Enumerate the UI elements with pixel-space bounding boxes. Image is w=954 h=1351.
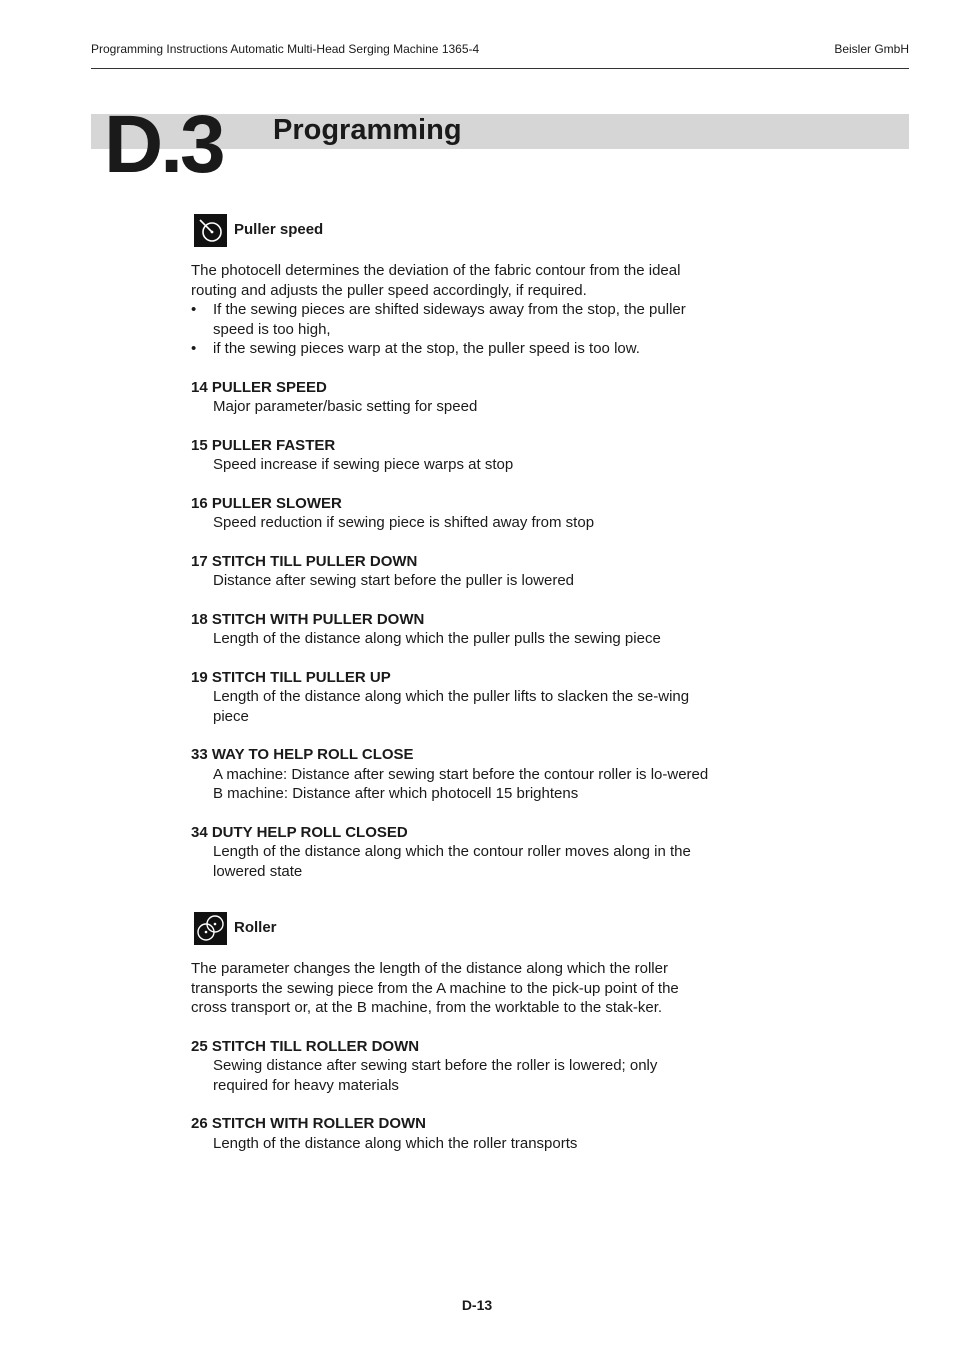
parameter-26 bbox=[191, 1114, 716, 1153]
puller-speed-heading bbox=[194, 213, 716, 247]
parameter-description: Length of the distance along which the contour roller moves along in the lowered state bbox=[213, 843, 691, 880]
parameter-heading: 17 STITCH TILL PULLER DOWN bbox=[191, 552, 418, 570]
parameter-description: A machine: Distance after sewing start before the contour roller is lo-wered bbox=[213, 765, 709, 783]
roller-icon bbox=[194, 912, 227, 945]
chapter-number: D.3 bbox=[104, 99, 223, 190]
roller-heading bbox=[194, 911, 716, 945]
parameter-14 bbox=[191, 378, 716, 417]
puller-speed-icon bbox=[194, 214, 227, 247]
puller-speed-intro: The photocell determines the deviation of the fabric contour from the ideal routing and adjusts the puller speed accordingly, if required. bbox=[191, 262, 681, 299]
parameter-description: Length of the distance along which the puller pulls the sewing piece bbox=[213, 630, 661, 647]
header-company: Beisler GmbH bbox=[834, 42, 909, 56]
parameter-description: B machine: Distance after which photocell 15 brightens bbox=[213, 785, 579, 802]
parameter-description: Distance after sewing start before the puller is lowered bbox=[213, 572, 575, 589]
parameter-description: Speed increase if sewing piece warps at stop bbox=[213, 456, 514, 473]
header-document-title: Programming Instructions Automatic Multi-Head Serging Machine 1365-4 bbox=[91, 42, 480, 56]
parameter-description: Length of the distance along which the puller lifts to slacken the se-wing piece bbox=[213, 688, 690, 725]
parameter-17 bbox=[191, 552, 716, 591]
parameter-heading: 33 WAY TO HELP ROLL CLOSE bbox=[191, 746, 414, 763]
bullet-item: • if the sewing pieces warp at the stop, the puller speed is too low. bbox=[191, 339, 716, 359]
roller-label: Roller bbox=[234, 919, 277, 937]
parameter-heading: 18 STITCH WITH PULLER DOWN bbox=[191, 610, 425, 628]
parameter-description: Sewing distance after sewing start before the roller is lowered; only required for heavy materials bbox=[213, 1057, 658, 1094]
parameter-15 bbox=[191, 436, 716, 475]
parameter-heading: 26 STITCH WITH ROLLER DOWN bbox=[191, 1115, 426, 1132]
page-number: D-13 bbox=[461, 1297, 493, 1313]
parameter-heading: 15 PULLER FASTER bbox=[191, 436, 336, 454]
chapter-title: Programming bbox=[273, 114, 462, 146]
roller-intro: The parameter changes the length of the distance along which the roller transports the sewing piece from the A machine to the pick-up point of the cross transport or, at the B machine, from the worktable to the stak-ker. bbox=[191, 960, 679, 1016]
parameter-25 bbox=[191, 1037, 716, 1096]
parameter-19 bbox=[191, 668, 716, 727]
parameter-heading: 34 DUTY HELP ROLL CLOSED bbox=[191, 823, 408, 841]
parameter-34 bbox=[191, 823, 716, 882]
parameter-description: Speed reduction if sewing piece is shifted away from stop bbox=[213, 514, 595, 531]
bullet-item: • If the sewing pieces are shifted sideways away from the stop, the puller speed is too high, bbox=[191, 300, 716, 339]
puller-speed-bullets bbox=[191, 300, 716, 359]
parameter-description: Major parameter/basic setting for speed bbox=[213, 398, 478, 415]
parameter-heading: 25 STITCH TILL ROLLER DOWN bbox=[191, 1037, 420, 1055]
parameter-description: Length of the distance along which the roller transports bbox=[213, 1134, 578, 1152]
parameter-heading: 19 STITCH TILL PULLER UP bbox=[191, 668, 391, 686]
page-header bbox=[91, 42, 909, 69]
parameter-18 bbox=[191, 610, 716, 649]
parameter-16 bbox=[191, 494, 716, 533]
parameter-heading: 16 PULLER SLOWER bbox=[191, 494, 342, 512]
page-content bbox=[191, 213, 716, 1153]
parameter-heading: 14 PULLER SPEED bbox=[191, 378, 327, 396]
roller-section bbox=[191, 911, 716, 1153]
puller-speed-label: Puller speed bbox=[234, 221, 324, 239]
parameter-33 bbox=[191, 745, 716, 804]
